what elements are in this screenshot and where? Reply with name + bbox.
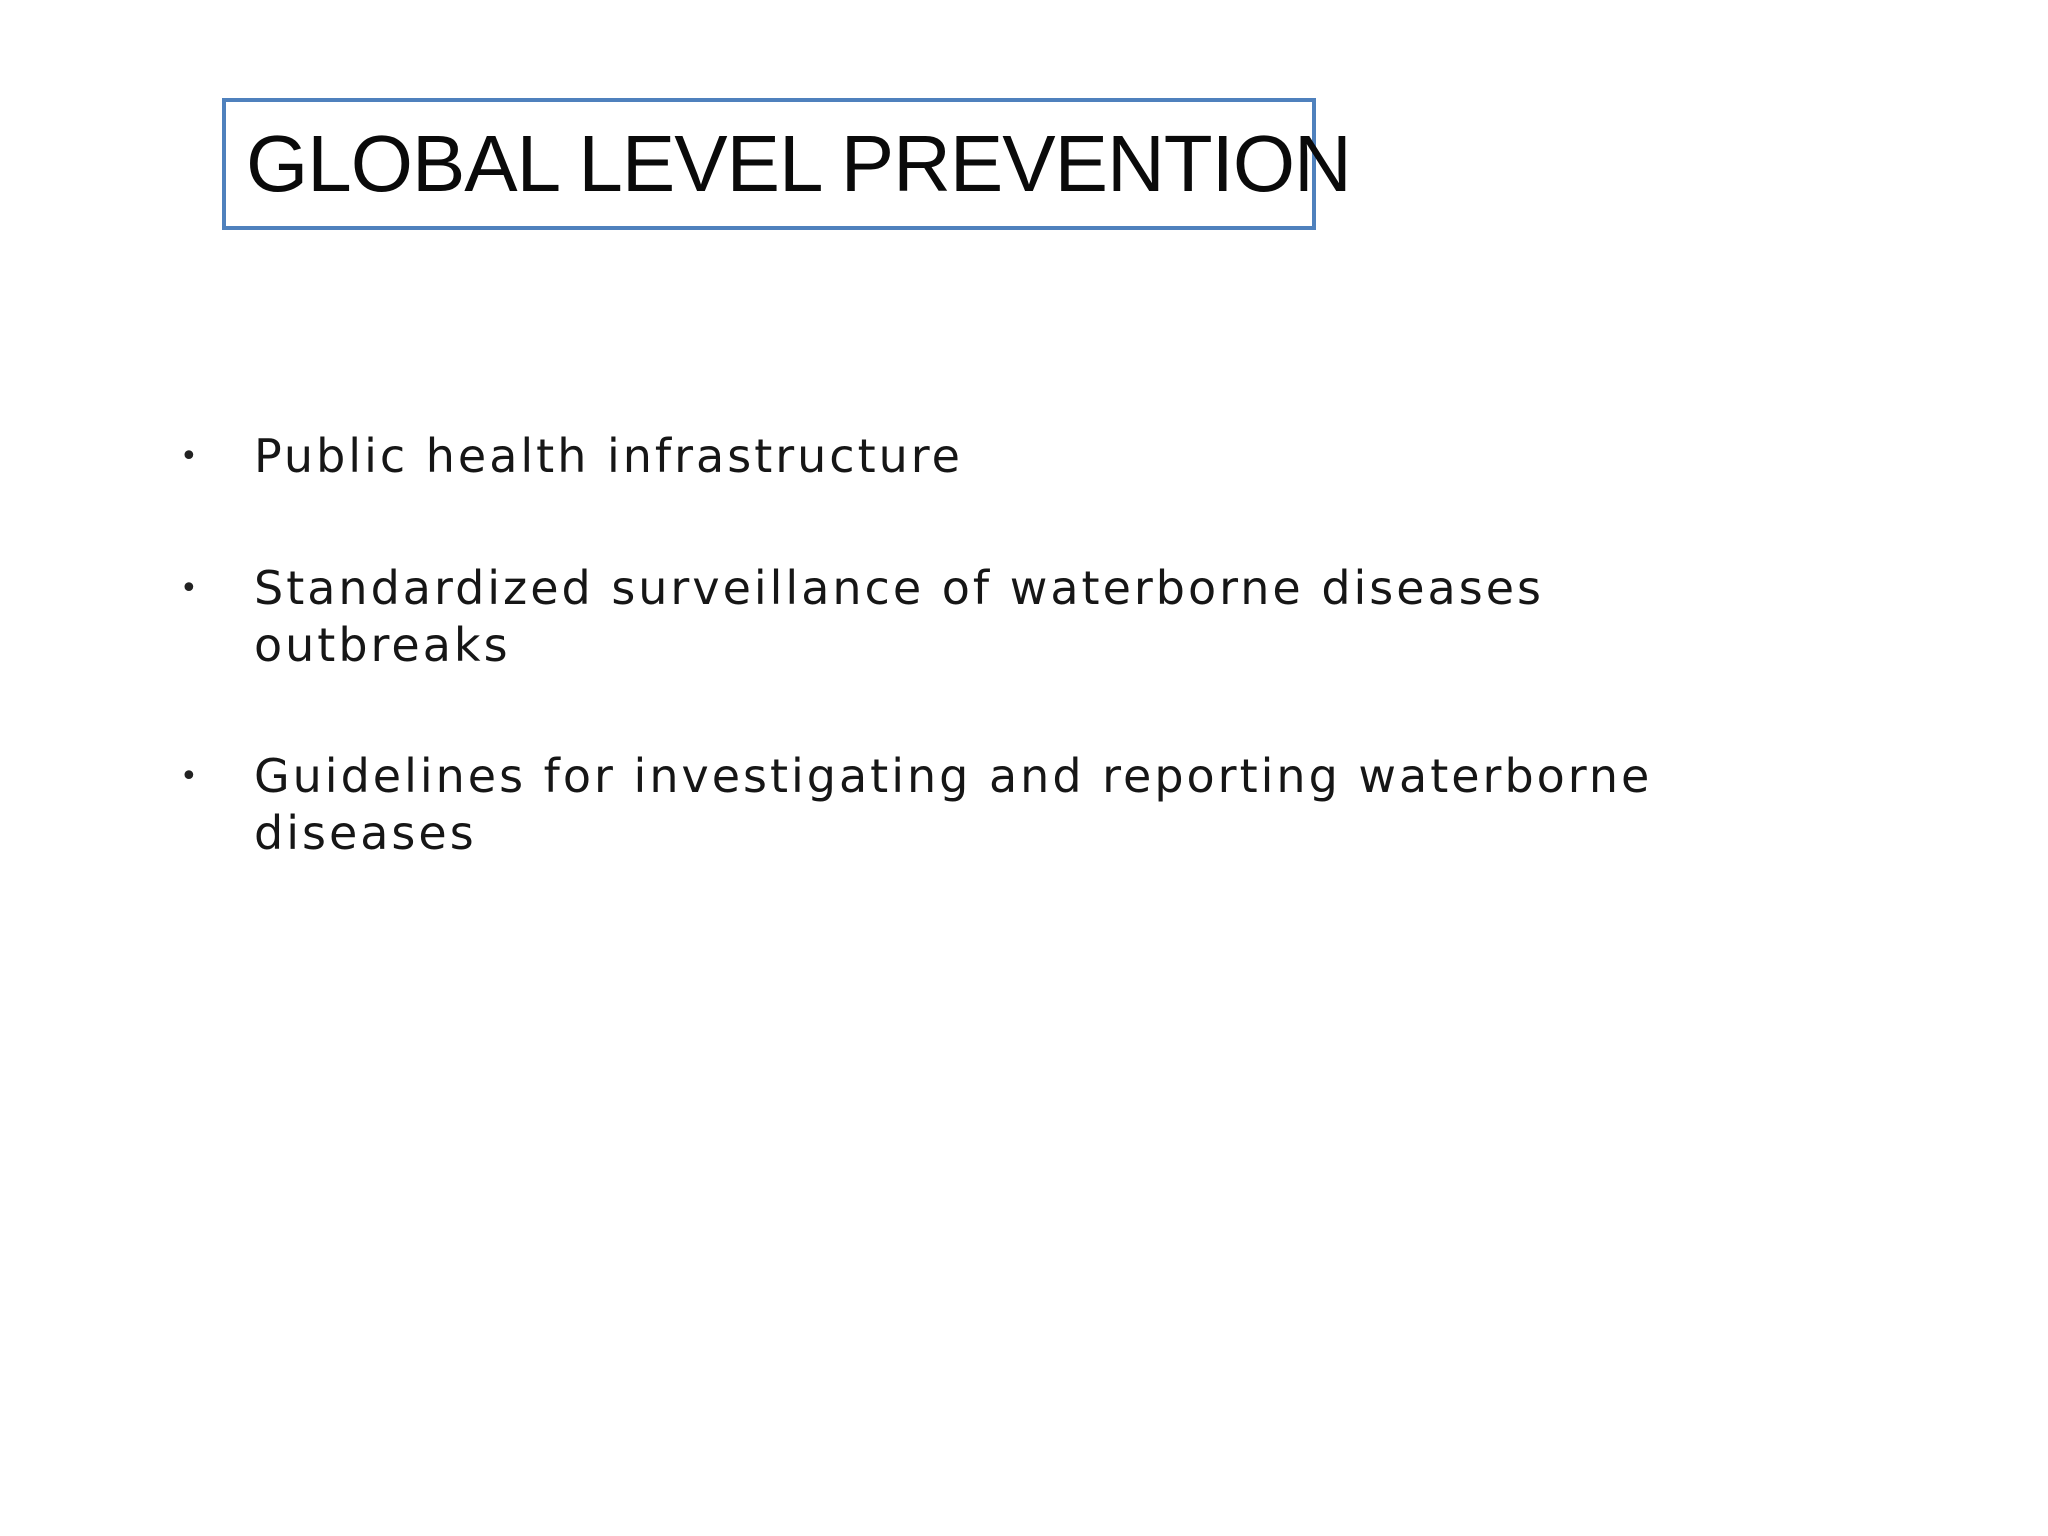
bullet-icon: • bbox=[180, 439, 198, 474]
slide-title: GLOBAL LEVEL PREVENTION bbox=[246, 119, 1351, 208]
bullet-icon: • bbox=[180, 571, 198, 606]
bullet-text: Public health infrastructure bbox=[254, 429, 963, 483]
list-item bbox=[180, 428, 1680, 486]
bullet-text: Guidelines for investigating and reporting waterborne diseases bbox=[254, 749, 1653, 860]
list-item bbox=[180, 748, 1680, 862]
title-box bbox=[222, 98, 1351, 230]
bullet-list bbox=[180, 428, 1680, 936]
bullet-text: Standardized surveillance of waterborne diseases outbreaks bbox=[254, 561, 1544, 672]
bullet-icon: • bbox=[180, 759, 198, 794]
list-item bbox=[180, 560, 1680, 674]
